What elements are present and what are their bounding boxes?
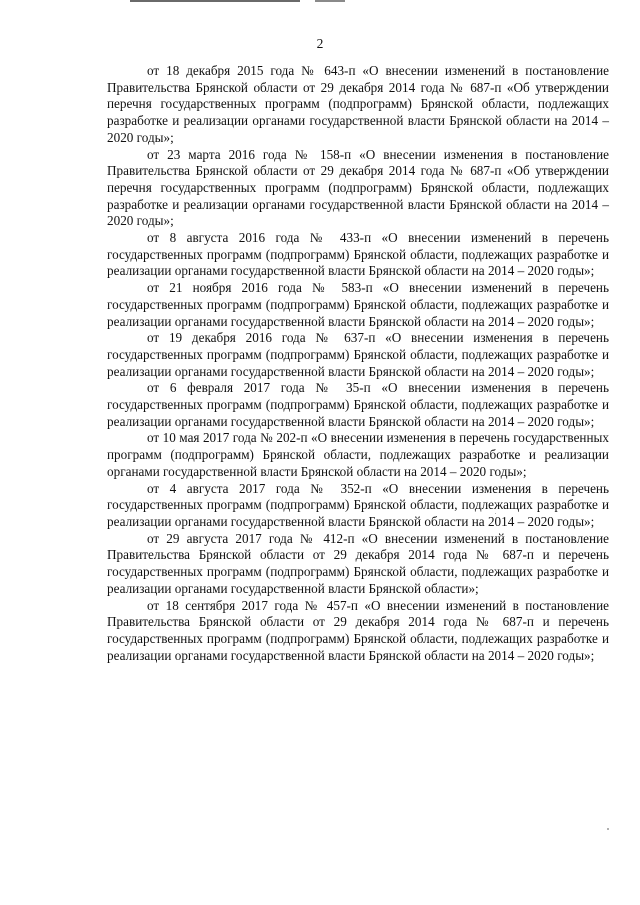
resolution-paragraph: от 10 мая 2017 года № 202-п «О внесении изменения в перечень государственных программ (подпрограмм) Брянской области, подлежащих разработке и реализации органами государственной власти Брянской области на 2014 – 2020 годы»; <box>107 430 609 479</box>
scan-top-edge-mark <box>130 0 300 2</box>
document-body <box>107 63 609 664</box>
scan-top-edge-mark <box>315 0 345 2</box>
resolution-paragraph: от 18 декабря 2015 года № 643-п «О внесении изменений в постановление Правительства Брянской области от 29 декабря 2014 года № 687-п «Об утверждении перечня государственных программ (подпрограмм) Брянской области, подлежащих разработке и реализации органами государственной власти Брянской области на 2014 – 2020 годы»; <box>107 63 609 145</box>
resolution-paragraph: от 8 августа 2016 года № 433-п «О внесении изменений в перечень государственных программ (подпрограмм) Брянской области, подлежащих разработке и реализации органами государственной власти Брянской области на 2014 – 2020 годы»; <box>107 230 609 279</box>
scan-speck <box>607 828 609 830</box>
resolution-paragraph: от 4 августа 2017 года № 352-п «О внесении изменения в перечень государственных программ (подпрограмм) Брянской области, подлежащих разработке и реализации органами государственной власти Брянской области на 2014 – 2020 годы»; <box>107 480 609 529</box>
resolution-paragraph: от 6 февраля 2017 года № 35-п «О внесении изменения в перечень государственных программ (подпрограмм) Брянской области, подлежащих разработке и реализации органами государственной власти Брянской области на 2014 – 2020 годы»; <box>107 380 609 429</box>
resolution-paragraph: от 19 декабря 2016 года № 637-п «О внесении изменения в перечень государственных программ (подпрограмм) Брянской области, подлежащих разработке и реализации органами государственной власти Брянской области на 2014 – 2020 годы»; <box>107 330 609 379</box>
scan-speck <box>495 513 496 514</box>
resolution-paragraph: от 18 сентября 2017 года № 457-п «О внесении изменений в постановление Правительства Брянской области от 29 декабря 2014 года № 687-п и перечень государственных программ (подпрограмм) Брянской области, подлежащих разработке и реализации органами государственной власти Брянской области на 2014 – 2020 годы»; <box>107 597 609 663</box>
resolution-paragraph: от 23 марта 2016 года № 158-п «О внесении изменения в постановление Правительства Брянской области от 29 декабря 2014 года № 687-п «Об утверждении перечня государственных программ (подпрограмм) Брянской области, подлежащих разработке и реализации органами государственной власти Брянской области на 2014 – 2020 годы»; <box>107 146 609 229</box>
resolution-paragraph: от 21 ноября 2016 года № 583-п «О внесении изменений в перечень государственных программ (подпрограмм) Брянской области, подлежащих разработке и реализации органами государственной власти Брянской области на 2014 – 2020 годы»; <box>107 280 609 329</box>
resolution-paragraph: от 29 августа 2017 года № 412-п «О внесении изменений в постановление Правительства Брянской области от 29 декабря 2014 года № 687-п и перечень государственных программ (подпрограмм) Брянской области, подлежащих разработке и реализации органами государственной власти Брянской области»; <box>107 530 609 596</box>
page-number: 2 <box>316 36 324 51</box>
